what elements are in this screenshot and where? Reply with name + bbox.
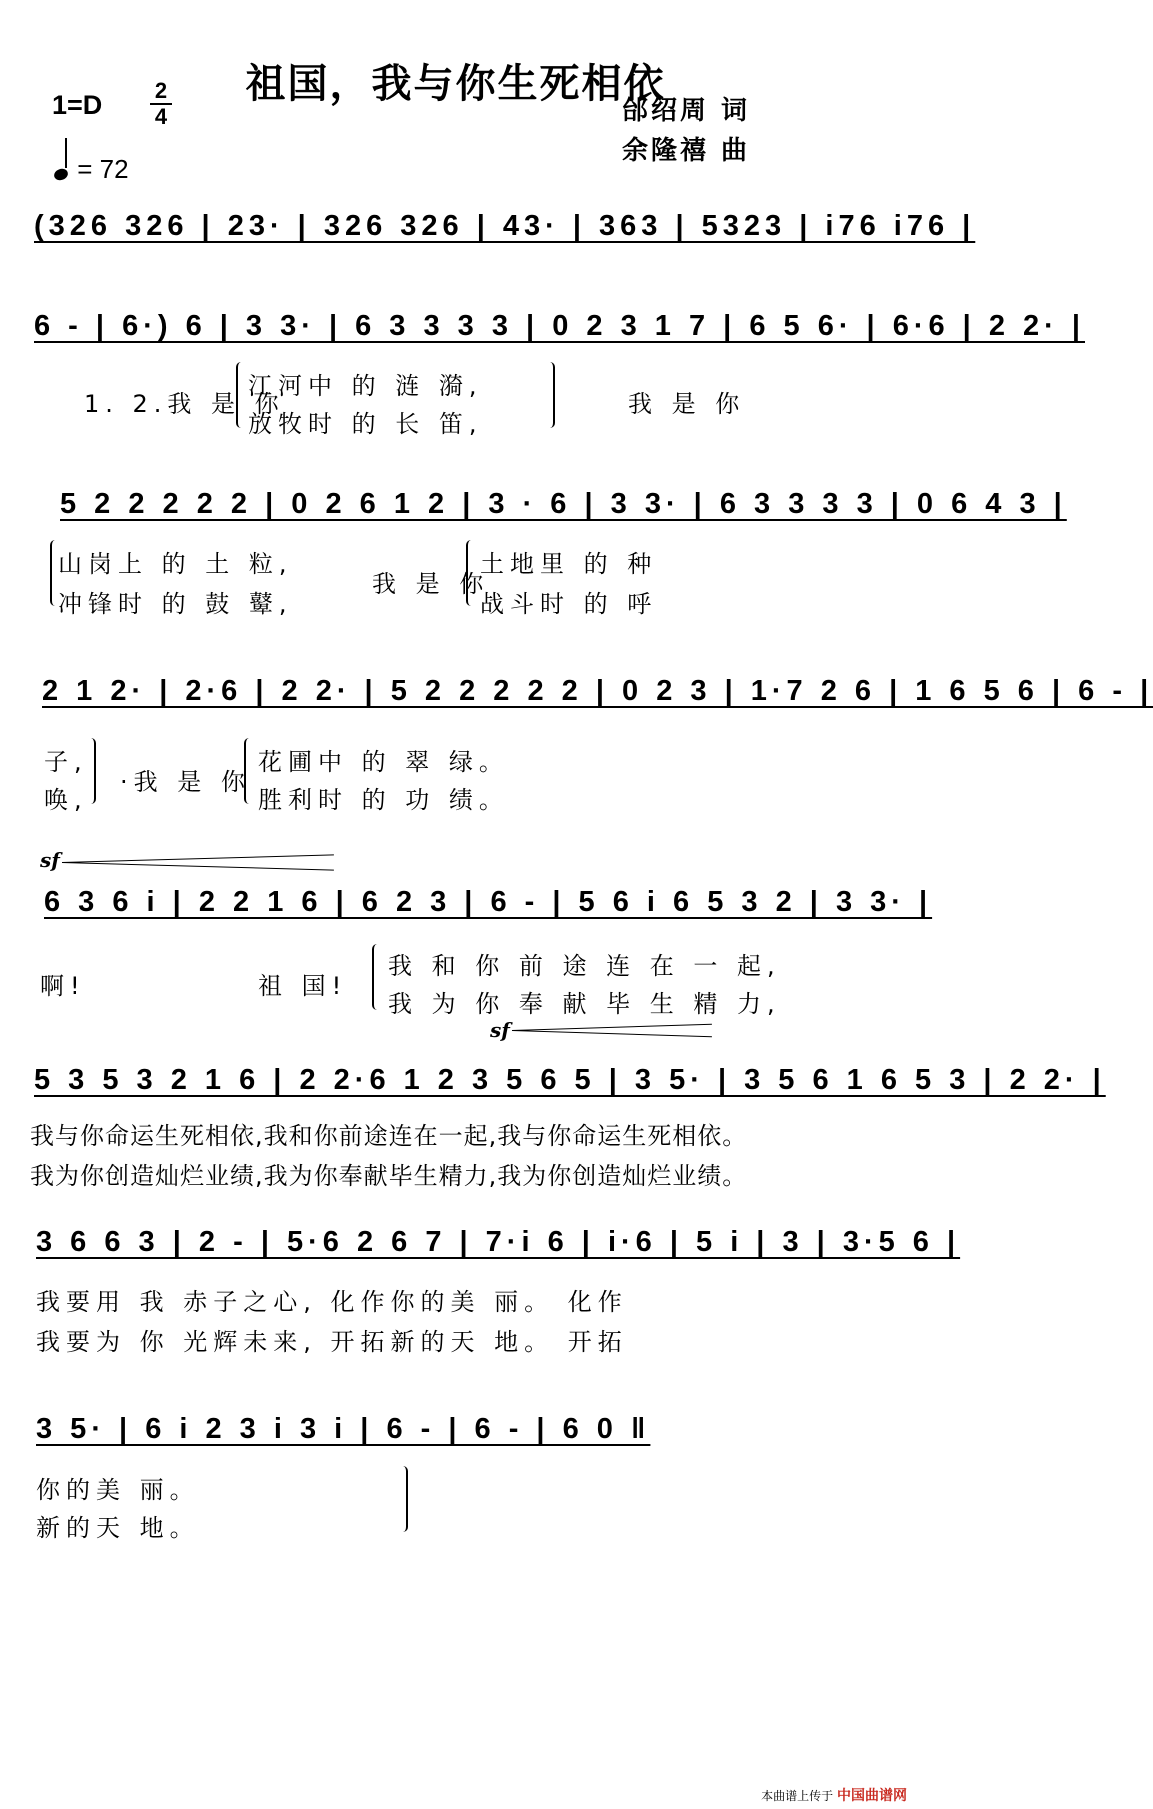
lyric-line: 你的美 丽。 — [36, 1476, 200, 1504]
footer-text: 本曲谱上传于 — [761, 1789, 834, 1803]
lyric-line: 我 为 你 奉 献 毕 生 精 力, — [388, 990, 781, 1018]
composer-credit: 余隆禧 曲 — [622, 136, 751, 166]
tempo-marking — [54, 148, 129, 185]
lyric-line: 啊! — [40, 972, 86, 1000]
score-line-1: (326 326 | 23· | 326 326 | 43· | 363 | 5323 | i76 i76 | — [34, 210, 976, 242]
lyricist-credit: 邰绍周 词 — [622, 96, 751, 126]
crescendo-line-bottom — [62, 862, 334, 871]
lyric-line: 祖 国! — [258, 972, 348, 1000]
lyric-line: ·我 是 你 — [120, 768, 251, 796]
lyric-brace — [545, 362, 555, 428]
lyric-line: 我 是 你 — [628, 390, 746, 418]
score-line-7: 3 6 6 3 | 2 - | 5·6 2 6 7 | 7·i 6 | i·6 | 5 i | 3 | 3·5 6 | — [36, 1226, 961, 1258]
footer-brand-logo: 中国曲谱网 — [837, 1788, 907, 1804]
crescendo-line-top — [62, 854, 334, 863]
time-signature-bottom: 4 — [154, 104, 168, 129]
lyric-line: 我要为 你 光辉未来, 开拓新的天 地。 开拓 — [36, 1328, 628, 1356]
lyric-line: 土地里 的 种 — [480, 550, 658, 578]
quarter-note-icon — [53, 167, 70, 182]
footer-watermark — [761, 1785, 907, 1805]
lyric-line: 我为你创造灿烂业绩,我为你奉献毕生精力,我为你创造灿烂业绩。 — [30, 1162, 748, 1190]
score-line-8: 3 5· | 6 i 2 3 i 3 i | 6 - | 6 - | 6 0 ‖ — [36, 1413, 651, 1445]
crescendo-line-bottom — [512, 1030, 712, 1037]
score-line-6: 5 3 5 3 2 1 6 | 2 2·6 1 2 3 5 6 5 | 3 5· | 3 5 6 1 6 5 3 | 2 2· | — [34, 1064, 1106, 1096]
lyric-line: 唤, — [44, 786, 88, 814]
crescendo-line-top — [512, 1024, 712, 1031]
time-signature — [150, 80, 172, 128]
lyric-line: 我要用 我 赤子之心, 化作你的美 丽。 化作 — [36, 1288, 628, 1316]
lyric-line: 我 和 你 前 途 连 在 一 起, — [388, 952, 781, 980]
dynamic-sf: sf — [40, 848, 60, 872]
lyric-brace — [398, 1466, 408, 1532]
lyric-line: 山岗上 的 土 粒, — [58, 550, 293, 578]
lyric-line: 放牧时 的 长 笛, — [248, 410, 483, 438]
page-title: 祖国，我与你生死相依 — [245, 61, 666, 107]
score-line-4: 2 1 2· | 2·6 | 2 2· | 5 2 2 2 2 2 | 0 2 3 | 1·7 2 6 | 1 6 5 6 | 6 - | — [42, 675, 1153, 707]
lyric-line: 新的天 地。 — [36, 1514, 200, 1542]
lyric-line: 我与你命运生死相依,我和你前途连在一起,我与你命运生死相依。 — [30, 1122, 748, 1150]
lyric-line: 江河中 的 涟 漪, — [248, 372, 483, 400]
tempo-value: = 72 — [77, 154, 129, 184]
dynamic-sf: sf — [490, 1018, 510, 1042]
lyric-brace — [244, 738, 254, 804]
lyric-brace — [372, 944, 382, 1010]
lyric-line: 战斗时 的 呼 — [480, 590, 658, 618]
lyric-line: 胜利时 的 功 绩。 — [258, 786, 509, 814]
key-signature: 1=D — [52, 90, 103, 120]
lyric-verse-prefix: 1. 2.我 是 你 — [84, 390, 285, 418]
time-signature-top: 2 — [154, 78, 168, 103]
lyric-line: 花圃中 的 翠 绿。 — [258, 748, 509, 776]
lyric-brace — [466, 540, 476, 606]
lyric-brace — [86, 738, 96, 804]
score-line-2: 6 - | 6·) 6 | 3 3· | 6 3 3 3 3 | 0 2 3 1 7 | 6 5 6· | 6·6 | 2 2· | — [34, 310, 1085, 342]
lyric-brace — [236, 362, 246, 428]
lyric-line: 子, — [44, 748, 88, 776]
score-line-5: 6 3 6 i | 2 2 1 6 | 6 2 3 | 6 - | 5 6 i 6 5 3 2 | 3 3· | — [44, 886, 933, 918]
lyric-line: 我 是 你 — [372, 570, 490, 598]
quarter-note-stem — [65, 138, 67, 168]
score-line-3: 5 2 2 2 2 2 | 0 2 6 1 2 | 3 · 6 | 3 3· | 6 3 3 3 3 | 0 6 4 3 | — [60, 488, 1067, 520]
lyric-line: 冲锋时 的 鼓 鼙, — [58, 590, 293, 618]
